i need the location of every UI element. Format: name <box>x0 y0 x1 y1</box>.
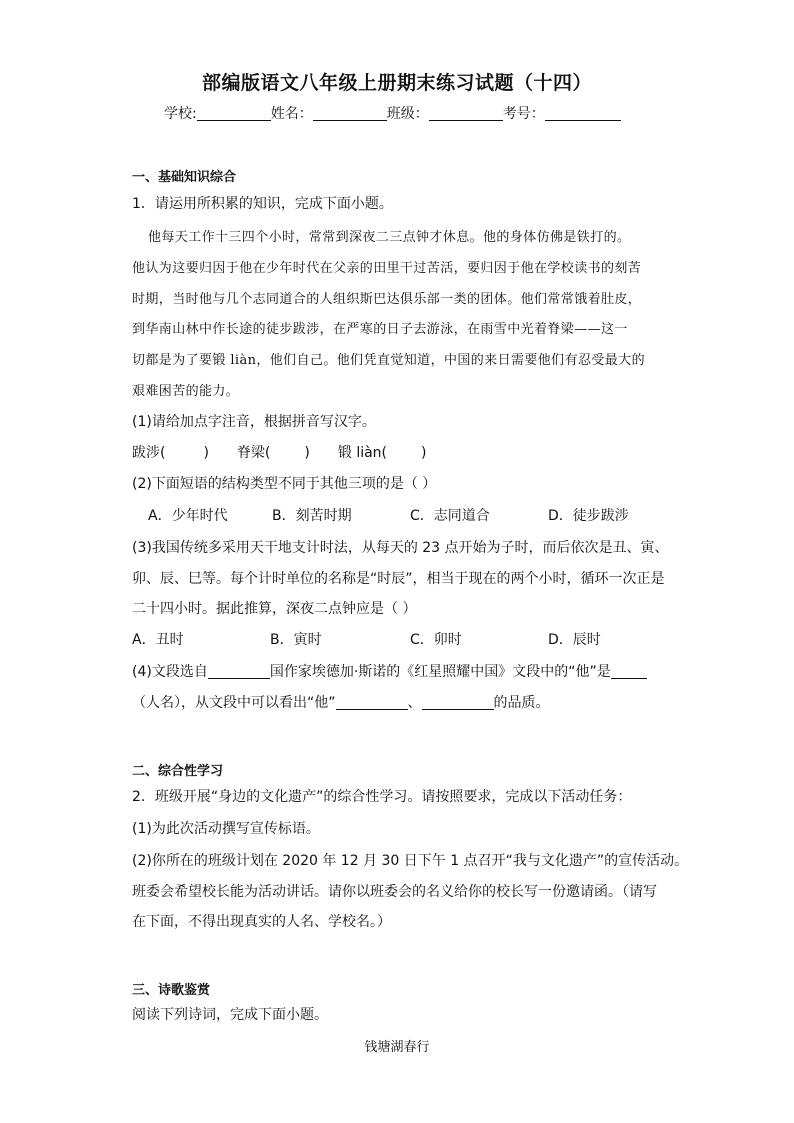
passage-line-6: 艰难困苦的能力。 <box>132 384 240 399</box>
q2-1-prompt: (1)为此次活动撰写宣传标语。 <box>132 821 320 837</box>
q2-2-line-2: 班委会希望校长能为活动讲话。请你以班委会的名义给你的校长写一份邀请函。（请写 <box>132 884 657 900</box>
q1-4-line-1 <box>132 661 647 681</box>
school-blank[interactable] <box>197 106 271 121</box>
q1-3-option-c[interactable]: C．卯时 <box>410 632 462 648</box>
q1-3-line-3: 二十四小时。据此推算，深夜二点钟应是（ ） <box>132 601 417 617</box>
pinyin-close-1: ) <box>203 445 209 461</box>
section3-intro: 阅读下列诗词，完成下面小题。 <box>132 1007 328 1023</box>
q1-2-option-a[interactable]: A．少年时代 <box>148 508 228 524</box>
pinyin-close-3: ) <box>421 445 427 461</box>
pinyin-item-2: 脊梁( <box>236 445 271 461</box>
q1-3-option-a[interactable]: A．丑时 <box>132 632 184 648</box>
q1-2-option-d[interactable]: D．徒步跋涉 <box>548 508 629 524</box>
pinyin-item-1: 跋涉( <box>132 445 166 461</box>
section3-heading: 三、诗歌鉴赏 <box>132 983 211 998</box>
q1-2-options <box>148 505 668 523</box>
q1-intro: 1．请运用所积累的知识，完成下面小题。 <box>132 196 393 212</box>
page-title: 部编版语文八年级上册期末练习试题（十四） <box>201 72 592 94</box>
name-blank[interactable] <box>313 106 387 121</box>
q1-3-options <box>132 629 672 647</box>
name-label: 姓名： <box>270 106 313 122</box>
q1-3-line-1: (3)我国传统多采用天干地支计时法，从每天的 23 点开始为子时，而后依次是丑、寅、 <box>132 540 669 556</box>
poem-title: 钱塘湖春行 <box>364 1040 430 1055</box>
q1-2-option-c[interactable]: C．志同道合 <box>410 508 490 524</box>
q1-3-option-b[interactable]: B．寅时 <box>270 632 322 648</box>
q1-4-blank-quality-1[interactable] <box>336 695 408 710</box>
exam-no-label: 考号： <box>502 106 545 122</box>
student-info-line <box>164 103 621 123</box>
q1-4-blank-person[interactable] <box>611 664 647 679</box>
q2-2-line-1: (2)你所在的班级计划在 2020 年 12 月 30 日下午 1 点召开“我与文化遗产”的宣传活动。 <box>132 853 689 869</box>
q1-4-text-c: （人名），从文段中可以看出“他” <box>132 695 336 711</box>
q2-2-line-3: 在下面，不得出现真实的人名、学校名。） <box>132 914 391 930</box>
q1-4-blank-quality-2[interactable] <box>422 695 494 710</box>
q2-intro: 2．班级开展“身边的文化遗产”的综合性学习。请按照要求，完成以下活动任务： <box>132 789 632 805</box>
passage-line-5: 切都是为了要锻 liàn，他们自己。他们凭直觉知道，中国的来日需要他们有忍受最大的 <box>132 353 645 368</box>
pinyin-item-3: 锻 liàn( <box>337 445 388 461</box>
q1-1-prompt: (1)请给加点字注音，根据拼音写汉字。 <box>132 414 376 430</box>
q1-2-prompt: (2)下面短语的结构类型不同于其他三项的是（ ） <box>132 476 437 492</box>
passage-line-1: 他每天工作十三四个小时，常常到深夜二三点钟才休息。他的身体仿佛是铁打的。 <box>148 230 631 245</box>
q1-2-option-b[interactable]: B．刻苦时期 <box>272 508 352 524</box>
class-blank[interactable] <box>429 106 503 121</box>
q1-4-text-a: (4)文段选自 <box>132 664 208 680</box>
class-label: 班级： <box>386 106 429 122</box>
q1-4-separator: 、 <box>407 695 422 711</box>
q1-4-text-b: 国作家埃德加·斯诺的《红星照耀中国》文段中的“他”是 <box>269 664 611 680</box>
section1-heading: 一、基础知识综合 <box>132 170 237 185</box>
q1-4-blank-country[interactable] <box>208 664 270 679</box>
passage-line-4: 到华南山林中作长途的徒步跋涉，在严寒的日子去游泳，在雨雪中光着脊梁——这一 <box>132 322 628 337</box>
q1-3-option-d[interactable]: D．辰时 <box>548 632 601 648</box>
q1-4-text-d: 的品质。 <box>493 695 550 711</box>
passage-line-2: 他认为这要归因于他在少年时代在父亲的田里干过苦活，要归因于他在学校读书的刻苦 <box>132 261 642 276</box>
school-label: 学校: <box>164 106 197 122</box>
passage-line-3: 时期，当时他与几个志同道合的人组织斯巴达俱乐部一类的团体。他们常常饿着肚皮， <box>132 292 642 307</box>
q1-4-line-2 <box>132 692 550 712</box>
section2-heading: 二、综合性学习 <box>132 764 224 779</box>
q1-3-line-2: 卯、辰、巳等。每个计时单位的名称是“时辰”，相当于现在的两个小时，循环一次正是 <box>132 571 665 587</box>
pinyin-row <box>132 442 427 462</box>
pinyin-close-2: ) <box>304 445 310 461</box>
exam-no-blank[interactable] <box>545 106 621 121</box>
